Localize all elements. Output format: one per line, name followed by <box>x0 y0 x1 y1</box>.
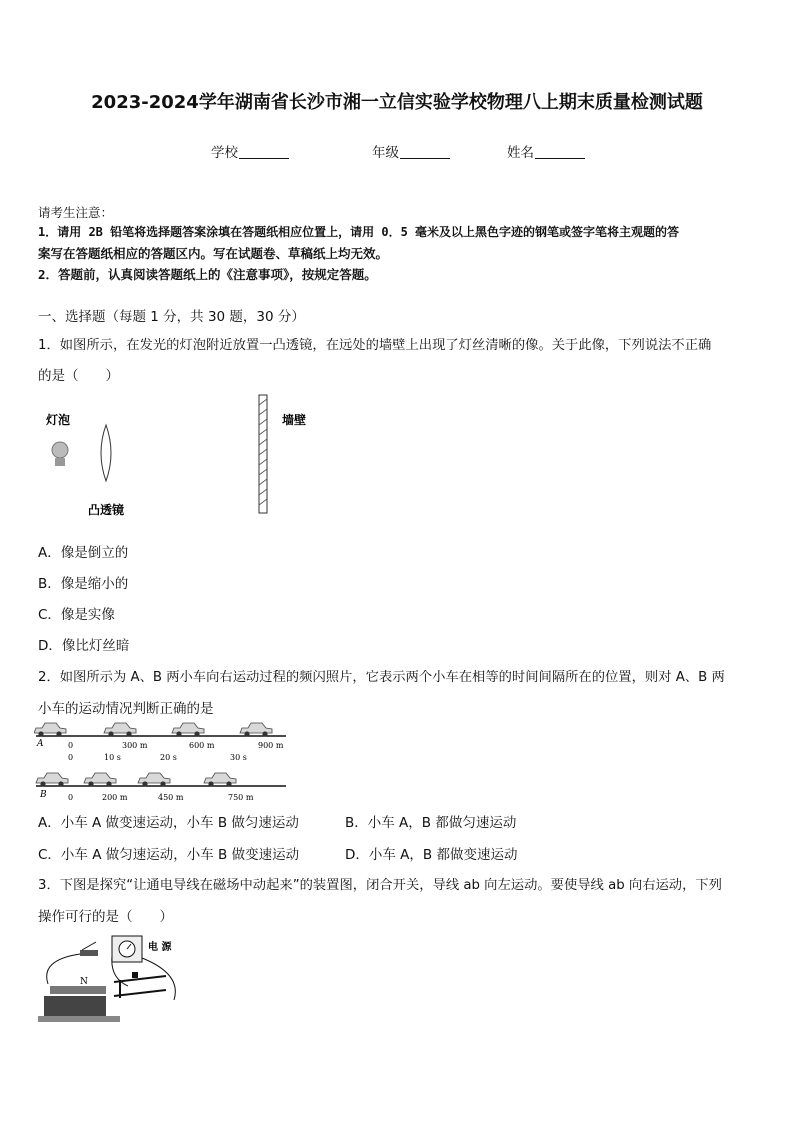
q1-option-b: B．像是缩小的 <box>38 576 129 592</box>
grade-blank <box>400 145 450 159</box>
q1-figure <box>38 392 328 522</box>
q3-figure <box>36 934 196 1026</box>
car-b-label: B <box>40 790 47 800</box>
notice-heading: 请考生注意： <box>38 205 114 220</box>
notice-line-1: 1．请用 2B 铅笔将选择题答案涂填在答题纸相应位置上，请用 0．5 毫米及以上黑色字迹的钢笔或签字笔将主观题的答 <box>38 225 680 239</box>
name-blank <box>535 145 585 159</box>
q2-option-a: A．小车 A 做变速运动，小车 B 做匀速运动 <box>38 815 299 831</box>
q2-figure <box>34 718 294 806</box>
car-icon <box>36 773 68 787</box>
wall-icon <box>259 395 267 513</box>
car-a-label: A <box>37 739 44 749</box>
a-dist-3: 900 m <box>258 741 284 750</box>
b-dist-1: 200 m <box>102 793 128 802</box>
car-icon <box>138 773 170 787</box>
power-supply-icon <box>112 936 142 962</box>
a-dist-2: 600 m <box>189 741 215 750</box>
track-a <box>36 736 286 749</box>
section-heading: 一、选择题（每题 1 分，共 30 题，30 分） <box>38 309 305 325</box>
q1-option-c: C．像是实像 <box>38 607 115 623</box>
magnet-icon <box>38 986 120 1022</box>
school-field <box>211 141 289 161</box>
time-3: 30 s <box>230 753 247 762</box>
school-label: 学校 <box>211 145 238 161</box>
switch-icon <box>80 942 98 956</box>
b-dist-0: 0 <box>68 793 74 802</box>
school-blank <box>239 145 289 159</box>
car-icon <box>204 773 236 787</box>
grade-field <box>372 141 450 161</box>
b-dist-3: 750 m <box>228 793 254 802</box>
q2-option-d: D．小车 A，B 都做变速运动 <box>345 847 518 863</box>
q2-stem: 2．如图所示为 A、B 两小车向右运动过程的频闪照片，它表示两个小车在相等的时间间隔所在的位置，则对 A、B 两 <box>38 670 725 685</box>
q3-stem: 3．下图是探究“让通电导线在磁场中动起来”的装置图，闭合开关，导线 ab 向左运动。要使导线 ab 向右运动，下列 <box>38 878 722 893</box>
q2-stem-cont: 小车的运动情况判断正确的是 <box>38 701 214 717</box>
q1-option-d: D．像比灯丝暗 <box>38 638 130 654</box>
q1-stem-cont: 的是（ ） <box>38 368 119 384</box>
a-dist-0: 0 <box>68 741 74 750</box>
q3-stem-cont: 操作可行的是（ ） <box>38 909 173 925</box>
notice-line-1b: 案写在答题纸相应的答题区内。写在试题卷、草稿纸上均无效。 <box>38 246 389 261</box>
q1-stem: 1．如图所示，在发光的灯泡附近放置一凸透镜，在远处的墙壁上出现了灯丝清晰的像。关于此像，下列说法不正确 <box>38 338 712 353</box>
time-0: 0 <box>68 753 74 762</box>
power-label: 电 源 <box>148 942 172 953</box>
convex-lens-icon <box>101 425 111 481</box>
rails-icon <box>114 972 166 998</box>
n-pole-label: N <box>80 977 88 987</box>
car-icon <box>172 723 204 737</box>
car-icon <box>84 773 116 787</box>
notice-line-2: 2．答题前，认真阅读答题纸上的《注意事项》，按规定答题。 <box>38 267 377 282</box>
page-title: 2023-2024学年湖南省长沙市湘一立信实验学校物理八上期末质量检测试题 <box>91 92 703 113</box>
car-icon <box>240 723 272 737</box>
wall-label: 墙壁 <box>282 413 307 427</box>
a-dist-1: 300 m <box>122 741 148 750</box>
q2-option-c: C．小车 A 做匀速运动，小车 B 做变速运动 <box>38 847 300 863</box>
name-label: 姓名 <box>507 145 534 161</box>
bulb-icon <box>52 442 68 466</box>
car-icon <box>34 723 66 737</box>
time-1: 10 s <box>104 753 121 762</box>
bulb-label: 灯泡 <box>46 413 71 427</box>
name-field <box>507 141 585 161</box>
time-2: 20 s <box>160 753 177 762</box>
q1-option-a: A．像是倒立的 <box>38 545 129 561</box>
grade-label: 年级 <box>372 145 399 161</box>
car-icon <box>104 723 136 737</box>
q2-option-b: B．小车 A，B 都做匀速运动 <box>345 815 517 831</box>
b-dist-2: 450 m <box>158 793 184 802</box>
lens-label: 凸透镜 <box>88 503 125 517</box>
